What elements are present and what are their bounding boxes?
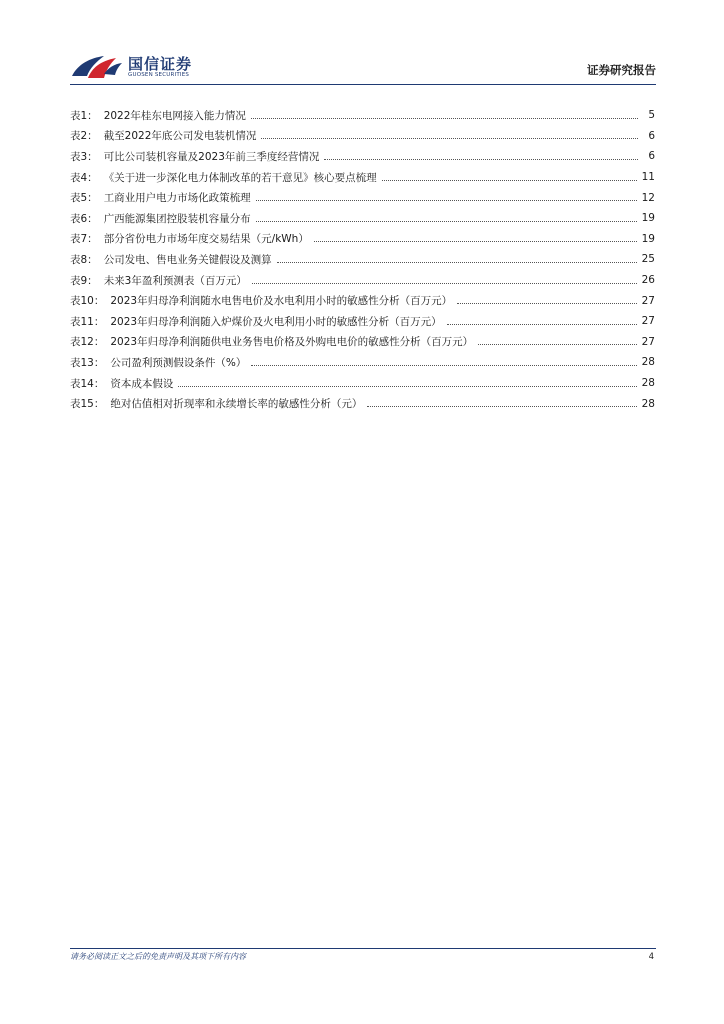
toc-entry-label: 表8： (70, 253, 98, 266)
toc-entry-label: 表2： (70, 130, 98, 143)
toc-dot-leader (178, 386, 636, 387)
toc-entry-page: 28 (641, 356, 655, 369)
toc-dot-leader (277, 262, 637, 263)
toc-entry-title: 2023年归母净利润随水电售电价及水电利用小时的敏感性分析（百万元） (110, 295, 453, 308)
toc-entry-title: 公司盈利预测假设条件（%） (110, 356, 247, 369)
logo-text-cn: 国信证券 (128, 55, 193, 73)
toc-entry-title: 可比公司装机容量及2023年前三季度经营情况 (103, 150, 320, 163)
toc-entry-page: 27 (641, 335, 655, 348)
toc-dot-leader (252, 283, 637, 284)
toc-entry-label: 表6： (70, 212, 98, 225)
toc-entry[interactable] (70, 393, 655, 414)
toc-dot-leader (367, 406, 636, 407)
guosen-logo-mark-icon (70, 52, 124, 82)
toc-dot-leader (256, 200, 637, 201)
toc-entry-page: 5 (648, 109, 655, 122)
toc-entry-label: 表1： (70, 109, 98, 122)
footer-divider (70, 948, 656, 949)
toc-entry-label: 表13： (70, 356, 105, 369)
toc-entry-page: 28 (641, 377, 655, 390)
toc-entry-page: 27 (641, 315, 655, 328)
toc-entry[interactable] (70, 311, 655, 332)
toc-entry-page: 11 (641, 171, 655, 184)
toc-entry-page: 28 (641, 397, 655, 410)
toc-entry[interactable] (70, 332, 655, 353)
toc-entry[interactable] (70, 146, 655, 167)
disclaimer-note: 请务必阅读正文之后的免责声明及其项下所有内容 (70, 952, 246, 961)
toc-entry-title: 工商业用户电力市场化政策梳理 (103, 192, 251, 205)
toc-entry[interactable] (70, 290, 655, 311)
toc-entry-title: 部分省份电力市场年度交易结果（元/kWh） (103, 233, 309, 246)
toc-entry[interactable] (70, 187, 655, 208)
toc-dot-leader (261, 138, 638, 139)
toc-dot-leader (324, 159, 638, 160)
guosen-logo (70, 50, 230, 86)
toc-entry-page: 6 (648, 150, 655, 163)
page-number: 4 (648, 952, 654, 962)
toc-entry-label: 表4： (70, 171, 98, 184)
toc-entry-page: 19 (641, 212, 655, 225)
toc-entry-page: 25 (641, 253, 655, 266)
toc-entry-label: 表9： (70, 274, 98, 287)
toc-entry-title: 截至2022年底公司发电装机情况 (103, 130, 257, 143)
toc-entry-title: 2023年归母净利润随入炉煤价及火电利用小时的敏感性分析（百万元） (110, 315, 442, 328)
toc-entry-label: 表3： (70, 150, 98, 163)
toc-entry-label: 表7： (70, 233, 98, 246)
toc-dot-leader (457, 303, 637, 304)
toc-entry-title: 资本成本假设 (110, 377, 174, 390)
toc-entry-title: 2022年桂东电网接入能力情况 (103, 109, 246, 122)
toc-entry[interactable] (70, 270, 655, 291)
toc-entry-label: 表12： (70, 336, 105, 349)
toc-entry-page: 19 (641, 232, 655, 245)
toc-entry-label: 表10： (70, 295, 105, 308)
toc-entry[interactable] (70, 249, 655, 270)
toc-dot-leader (256, 221, 637, 222)
toc-entry[interactable] (70, 229, 655, 250)
toc-entry-title: 绝对估值相对折现率和永续增长率的敏感性分析（元） (110, 398, 363, 411)
report-type-label: 证券研究报告 (587, 63, 656, 77)
toc-entry-title: 公司发电、售电业务关键假设及测算 (103, 253, 272, 266)
toc-dot-leader (251, 365, 636, 366)
toc-dot-leader (478, 344, 637, 345)
toc-entry[interactable] (70, 373, 655, 394)
toc-entry-title: 未来3年盈利预测表（百万元） (103, 274, 247, 287)
header-divider (70, 84, 656, 85)
toc-entry-label: 表15： (70, 398, 105, 411)
toc-entry[interactable] (70, 126, 655, 147)
toc-dot-leader (382, 180, 637, 181)
page-header (70, 50, 656, 86)
toc-dot-leader (447, 324, 637, 325)
toc-entry-title: 2023年归母净利润随供电业务售电价格及外购电电价的敏感性分析（百万元） (110, 336, 474, 349)
toc-entry[interactable] (70, 105, 655, 126)
toc-entry-page: 26 (641, 274, 655, 287)
toc-entry-title: 广西能源集团控股装机容量分布 (103, 212, 251, 225)
toc-entry-label: 表11： (70, 315, 105, 328)
toc-entry-page: 6 (648, 129, 655, 142)
toc-entry-page: 12 (641, 191, 655, 204)
toc-entry[interactable] (70, 352, 655, 373)
logo-text-en: GUOSEN SECURITIES (128, 72, 190, 78)
toc-entry-page: 27 (641, 294, 655, 307)
toc-dot-leader (314, 241, 637, 242)
toc-entry-title: 《关于进一步深化电力体制改革的若干意见》核心要点梳理 (103, 171, 377, 184)
toc-entry-label: 表5： (70, 192, 98, 205)
toc-entry-label: 表14： (70, 377, 105, 390)
toc-dot-leader (251, 118, 638, 119)
table-of-tables (70, 105, 655, 414)
toc-entry[interactable] (70, 167, 655, 188)
toc-entry[interactable] (70, 208, 655, 229)
